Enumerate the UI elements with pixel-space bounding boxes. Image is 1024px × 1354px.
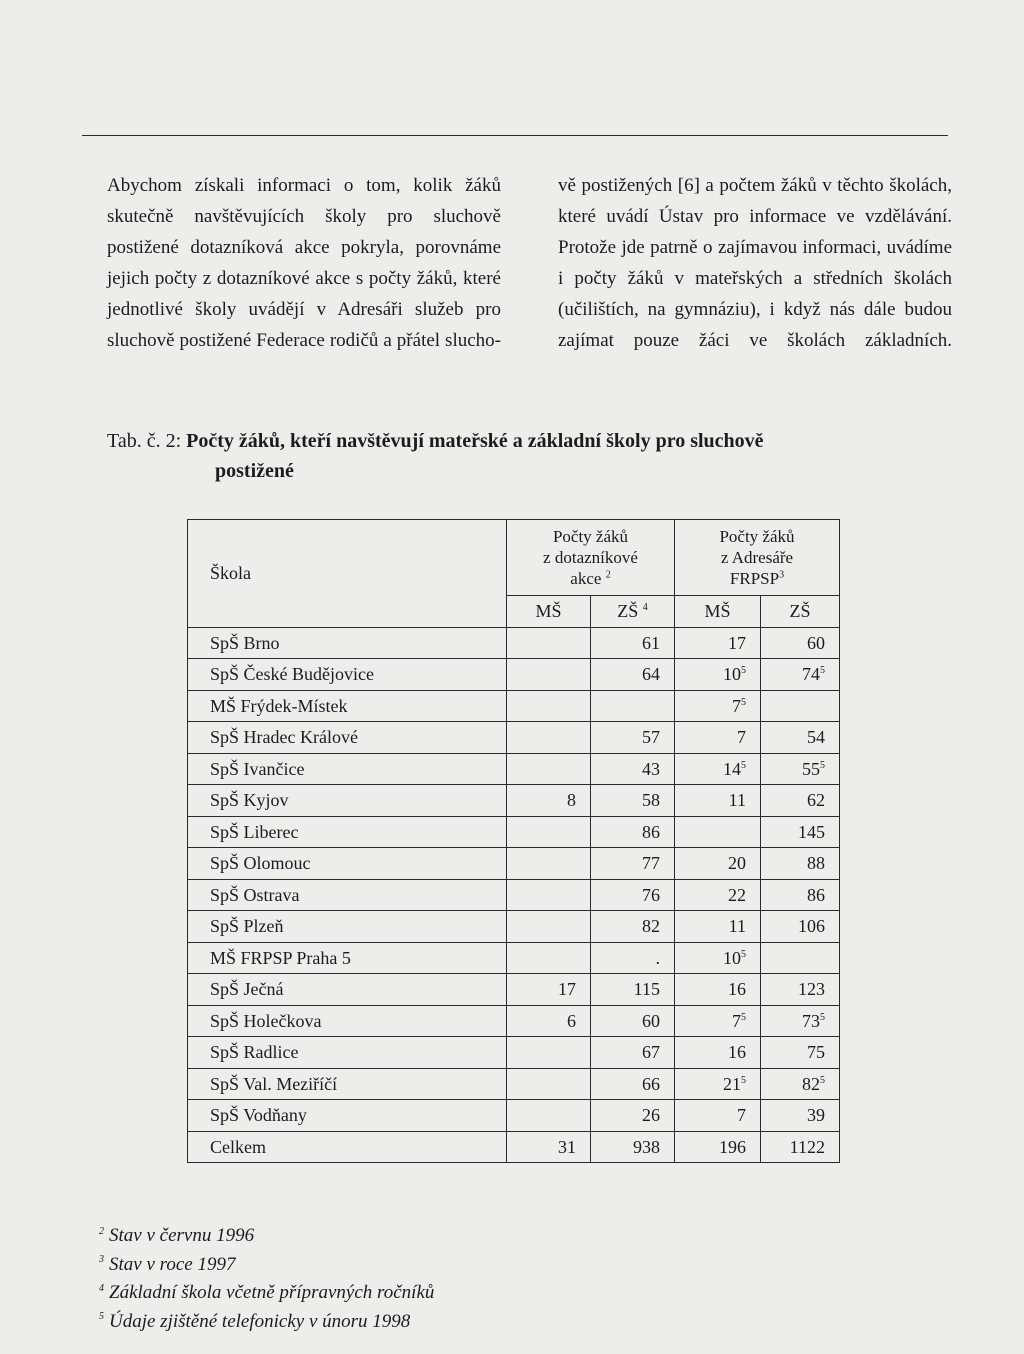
survey-ms-cell-value: 17	[558, 979, 576, 1000]
directory-ms-cell-value: 11	[728, 916, 746, 937]
survey-group-header	[507, 520, 675, 596]
directory-ms-cell-value: 7	[737, 727, 746, 748]
survey-zs-cell-value: 66	[642, 1073, 660, 1094]
survey-zs-cell	[591, 659, 675, 691]
school-name-cell	[188, 1005, 507, 1037]
caption-title-line2: postižené	[215, 460, 294, 482]
table-row	[188, 1131, 840, 1163]
school-name-cell	[188, 1037, 507, 1069]
directory-ms-cell	[675, 1068, 761, 1100]
survey-ms-cell	[507, 753, 591, 785]
sub-header-zs-survey	[591, 596, 675, 628]
directory-zs-cell	[761, 942, 840, 974]
table-row	[188, 816, 840, 848]
directory-ms-cell-note: 5	[741, 948, 746, 960]
sub-header-ms-directory	[675, 596, 761, 628]
survey-header-note: 2	[605, 569, 611, 581]
directory-zs-cell	[761, 1068, 840, 1100]
survey-zs-cell-value: 61	[642, 632, 660, 653]
sub-header-ms-directory-label: MŠ	[704, 601, 731, 622]
directory-ms-cell	[675, 1037, 761, 1069]
directory-ms-cell-value: 10	[723, 947, 741, 968]
school-name-cell	[188, 1100, 507, 1132]
school-name-cell-value: SpŠ Olomouc	[210, 853, 311, 874]
school-name-cell-value: MŠ FRPSP Praha 5	[210, 947, 351, 968]
survey-ms-cell	[507, 627, 591, 659]
survey-ms-cell	[507, 1100, 591, 1132]
sub-header-ms-survey	[507, 596, 591, 628]
survey-zs-cell-value: .	[655, 947, 660, 968]
survey-zs-cell	[591, 722, 675, 754]
survey-ms-cell-value: 31	[558, 1136, 576, 1157]
survey-zs-cell	[591, 785, 675, 817]
survey-zs-cell-value: 76	[642, 884, 660, 905]
survey-ms-cell	[507, 911, 591, 943]
school-name-cell-value: SpŠ Ivančice	[210, 758, 305, 779]
intro-column-right	[558, 170, 952, 356]
footnote-number: 2	[99, 1225, 104, 1237]
directory-zs-cell-note: 5	[820, 759, 825, 771]
directory-zs-cell-value: 145	[798, 821, 825, 842]
survey-ms-cell	[507, 1068, 591, 1100]
directory-ms-cell	[675, 911, 761, 943]
directory-ms-cell-value: 10	[723, 664, 741, 685]
survey-ms-cell	[507, 690, 591, 722]
directory-zs-cell-note: 5	[820, 1011, 825, 1023]
survey-zs-cell	[591, 1068, 675, 1100]
directory-ms-cell-value: 14	[723, 758, 741, 779]
survey-zs-cell	[591, 848, 675, 880]
survey-header-line1: Počty žáků	[552, 527, 629, 546]
survey-ms-cell	[507, 1037, 591, 1069]
directory-ms-cell	[675, 1100, 761, 1132]
table-row	[188, 1037, 840, 1069]
survey-zs-cell-value: 43	[642, 758, 660, 779]
survey-zs-cell	[591, 974, 675, 1006]
school-name-cell	[188, 753, 507, 785]
directory-ms-cell	[675, 785, 761, 817]
survey-zs-cell	[591, 1100, 675, 1132]
sub-header-zs-directory-label: ZŠ	[789, 601, 811, 622]
directory-ms-cell	[675, 627, 761, 659]
directory-zs-cell	[761, 1005, 840, 1037]
directory-ms-cell	[675, 879, 761, 911]
directory-ms-cell-note: 5	[741, 1011, 746, 1023]
directory-zs-cell	[761, 753, 840, 785]
directory-group-header	[675, 520, 840, 596]
directory-zs-cell-value: 54	[807, 727, 825, 748]
directory-zs-cell-value: 88	[807, 853, 825, 874]
directory-ms-cell-value: 21	[723, 1073, 741, 1094]
footnote	[99, 1222, 434, 1251]
caption-label: Tab. č. 2:	[107, 430, 182, 452]
school-name-cell-value: SpŠ Holečkova	[210, 1010, 322, 1031]
directory-zs-cell	[761, 879, 840, 911]
survey-ms-cell-value: 6	[567, 1010, 576, 1031]
intro-column-left	[107, 170, 501, 356]
survey-ms-cell	[507, 816, 591, 848]
footnote-text: Stav v červnu 1996	[109, 1225, 255, 1246]
footnote-number: 3	[99, 1254, 104, 1266]
school-name-cell	[188, 879, 507, 911]
directory-zs-cell-value: 106	[798, 916, 825, 937]
directory-ms-cell-note: 5	[741, 1074, 746, 1086]
school-name-cell	[188, 627, 507, 659]
pupil-count-table	[187, 519, 840, 1163]
survey-header-line3: akce	[570, 569, 602, 588]
table-row	[188, 659, 840, 691]
footnote-number: 5	[99, 1311, 104, 1323]
directory-header-line3: FRPSP	[729, 569, 780, 588]
survey-ms-cell	[507, 659, 591, 691]
directory-zs-cell	[761, 1131, 840, 1163]
survey-ms-cell-value: 8	[567, 790, 576, 811]
directory-ms-cell-value: 17	[728, 632, 746, 653]
survey-zs-cell-value: 77	[642, 853, 660, 874]
survey-ms-cell	[507, 848, 591, 880]
school-name-cell	[188, 1068, 507, 1100]
school-name-cell-value: MŠ Frýdek-Místek	[210, 695, 348, 716]
table-body	[188, 627, 840, 1163]
survey-zs-cell-value: 60	[642, 1010, 660, 1031]
survey-ms-cell	[507, 942, 591, 974]
directory-ms-cell-value: 16	[728, 979, 746, 1000]
school-header-label: Škola	[210, 563, 252, 584]
directory-zs-cell-value: 39	[807, 1105, 825, 1126]
sub-header-zs-directory	[761, 596, 840, 628]
directory-header-note: 3	[779, 569, 785, 581]
school-name-cell-value: SpŠ Plzeň	[210, 916, 284, 937]
school-name-cell	[188, 722, 507, 754]
sub-header-zs-survey-label: ZŠ	[617, 601, 639, 622]
directory-header-line1: Počty žáků	[719, 527, 795, 546]
school-name-cell-value: SpŠ Ostrava	[210, 884, 300, 905]
directory-zs-cell	[761, 974, 840, 1006]
table-row	[188, 1100, 840, 1132]
survey-zs-cell	[591, 879, 675, 911]
school-name-cell	[188, 690, 507, 722]
survey-zs-cell-value: 67	[642, 1042, 660, 1063]
directory-zs-cell	[761, 690, 840, 722]
directory-ms-cell	[675, 848, 761, 880]
school-name-cell	[188, 785, 507, 817]
school-name-cell-value: SpŠ Kyjov	[210, 790, 289, 811]
table-header-row	[188, 520, 840, 596]
directory-ms-cell	[675, 816, 761, 848]
directory-header-line2: z Adresáře	[720, 548, 794, 567]
table-row	[188, 879, 840, 911]
school-name-cell-value: SpŠ Hradec Králové	[210, 727, 358, 748]
survey-zs-cell	[591, 1037, 675, 1069]
directory-ms-cell-value: 7	[737, 1105, 746, 1126]
directory-zs-cell	[761, 785, 840, 817]
survey-zs-cell-value: 57	[642, 727, 660, 748]
directory-ms-cell-note: 5	[741, 696, 746, 708]
survey-zs-cell-value: 938	[633, 1136, 660, 1157]
directory-zs-cell-value: 1122	[789, 1136, 825, 1157]
footnote-text: Údaje zjištěné telefonicky v únoru 1998	[109, 1310, 411, 1332]
directory-ms-cell-value: 16	[728, 1042, 746, 1063]
table-row	[188, 690, 840, 722]
survey-ms-cell	[507, 785, 591, 817]
directory-zs-cell	[761, 627, 840, 659]
directory-ms-cell	[675, 942, 761, 974]
survey-zs-cell-value: 58	[642, 790, 660, 811]
directory-ms-cell-value: 196	[719, 1136, 746, 1157]
table-row	[188, 627, 840, 659]
school-name-cell	[188, 848, 507, 880]
directory-ms-cell-value: 11	[728, 790, 746, 811]
footnote	[99, 1308, 434, 1337]
directory-zs-cell	[761, 816, 840, 848]
directory-zs-cell-value: 62	[807, 790, 825, 811]
directory-zs-cell-value: 82	[802, 1073, 820, 1094]
survey-ms-cell	[507, 722, 591, 754]
directory-ms-cell	[675, 659, 761, 691]
directory-ms-cell	[675, 722, 761, 754]
header-rule	[82, 135, 948, 136]
table-row	[188, 848, 840, 880]
school-name-cell-value: SpŠ Liberec	[210, 821, 299, 842]
school-name-cell-value: SpŠ České Budějovice	[210, 664, 374, 685]
table-row	[188, 911, 840, 943]
directory-zs-cell-value: 123	[798, 979, 825, 1000]
directory-zs-cell-value: 86	[807, 884, 825, 905]
table-row	[188, 753, 840, 785]
directory-zs-cell	[761, 1100, 840, 1132]
school-name-cell	[188, 942, 507, 974]
school-name-cell-value: SpŠ Ječná	[210, 979, 284, 1000]
intro-paragraph-right: vě postižených [6] a počtem žáků v těchto školách, které uvádí Ústav pro informace ve vzdělávání. Protože jde patrně o zajímavou informaci, uvádíme i počty žáků v mateřských a středních školách (učilištích, na gymnáziu), i když nás dále budou zajímat pouze žáci ve školách základních.	[558, 175, 952, 351]
directory-zs-cell-value: 55	[802, 758, 820, 779]
table-row	[188, 722, 840, 754]
survey-zs-cell	[591, 1131, 675, 1163]
school-name-cell-value: SpŠ Vodňany	[210, 1105, 307, 1126]
directory-zs-cell	[761, 911, 840, 943]
survey-zs-cell	[591, 753, 675, 785]
directory-zs-cell-value: 73	[802, 1010, 820, 1031]
directory-ms-cell-value: 7	[732, 1010, 741, 1031]
school-name-cell	[188, 816, 507, 848]
footnote	[99, 1279, 434, 1308]
sub-header-zs-note: 4	[642, 602, 648, 614]
directory-ms-cell	[675, 690, 761, 722]
intro-paragraph-left: Abychom získali informaci o tom, kolik žáků skutečně navštěvujících školy pro sluchově postižené dotazníková akce pokryla, porovnáme jejich počty z dotazníkové akce s počty žáků, které jednotlivé školy uvádějí v Adresáři služeb pro sluchově postižené Federace rodičů a přátel slucho-	[107, 175, 501, 351]
table-row	[188, 942, 840, 974]
directory-ms-cell-value: 22	[728, 884, 746, 905]
footnote-text: Stav v roce 1997	[109, 1253, 236, 1275]
table-row	[188, 974, 840, 1006]
directory-ms-cell-value: 7	[732, 695, 741, 716]
school-name-cell-value: SpŠ Radlice	[210, 1042, 299, 1063]
directory-zs-cell	[761, 1037, 840, 1069]
directory-ms-cell-note: 5	[741, 759, 746, 771]
school-name-cell	[188, 659, 507, 691]
directory-zs-cell-value: 75	[807, 1042, 825, 1063]
survey-ms-cell	[507, 974, 591, 1006]
survey-zs-cell	[591, 690, 675, 722]
table-row	[188, 785, 840, 817]
footnote	[99, 1251, 434, 1280]
directory-zs-cell	[761, 722, 840, 754]
survey-zs-cell-value: 26	[642, 1105, 660, 1126]
survey-ms-cell	[507, 1005, 591, 1037]
survey-zs-cell-value: 115	[633, 979, 660, 1000]
survey-zs-cell-value: 86	[642, 821, 660, 842]
school-header	[188, 520, 507, 628]
survey-zs-cell-value: 64	[642, 664, 660, 685]
survey-zs-cell	[591, 911, 675, 943]
table-row	[188, 1068, 840, 1100]
school-name-cell-value: Celkem	[210, 1136, 266, 1157]
survey-ms-cell	[507, 1131, 591, 1163]
directory-zs-cell-value: 74	[802, 664, 820, 685]
directory-ms-cell	[675, 753, 761, 785]
directory-ms-cell	[675, 1005, 761, 1037]
directory-ms-cell-value: 20	[728, 853, 746, 874]
caption-title-line1: Počty žáků, kteří navštěvují mateřské a základní školy pro sluchově	[186, 430, 764, 452]
school-name-cell	[188, 1131, 507, 1163]
school-name-cell	[188, 974, 507, 1006]
directory-ms-cell-note: 5	[741, 665, 746, 677]
directory-zs-cell-note: 5	[820, 1074, 825, 1086]
directory-zs-cell-value: 60	[807, 632, 825, 653]
sub-header-ms-survey-label: MŠ	[535, 601, 562, 622]
footnote-number: 4	[99, 1282, 104, 1294]
directory-ms-cell	[675, 974, 761, 1006]
school-name-cell-value: SpŠ Brno	[210, 632, 280, 653]
directory-zs-cell	[761, 659, 840, 691]
survey-zs-cell	[591, 816, 675, 848]
survey-zs-cell	[591, 627, 675, 659]
directory-zs-cell	[761, 848, 840, 880]
school-name-cell	[188, 911, 507, 943]
survey-header-line2: z dotazníkové	[543, 548, 638, 567]
intro-text	[107, 170, 952, 356]
survey-zs-cell-value: 82	[642, 916, 660, 937]
table-row	[188, 1005, 840, 1037]
survey-zs-cell	[591, 1005, 675, 1037]
table-caption	[107, 426, 952, 486]
survey-ms-cell	[507, 879, 591, 911]
footnotes	[99, 1222, 434, 1336]
footnote-text: Základní škola včetně přípravných ročníků	[109, 1282, 435, 1303]
school-name-cell-value: SpŠ Val. Meziříčí	[210, 1073, 338, 1094]
directory-zs-cell-note: 5	[820, 665, 825, 677]
directory-ms-cell	[675, 1131, 761, 1163]
survey-zs-cell	[591, 942, 675, 974]
